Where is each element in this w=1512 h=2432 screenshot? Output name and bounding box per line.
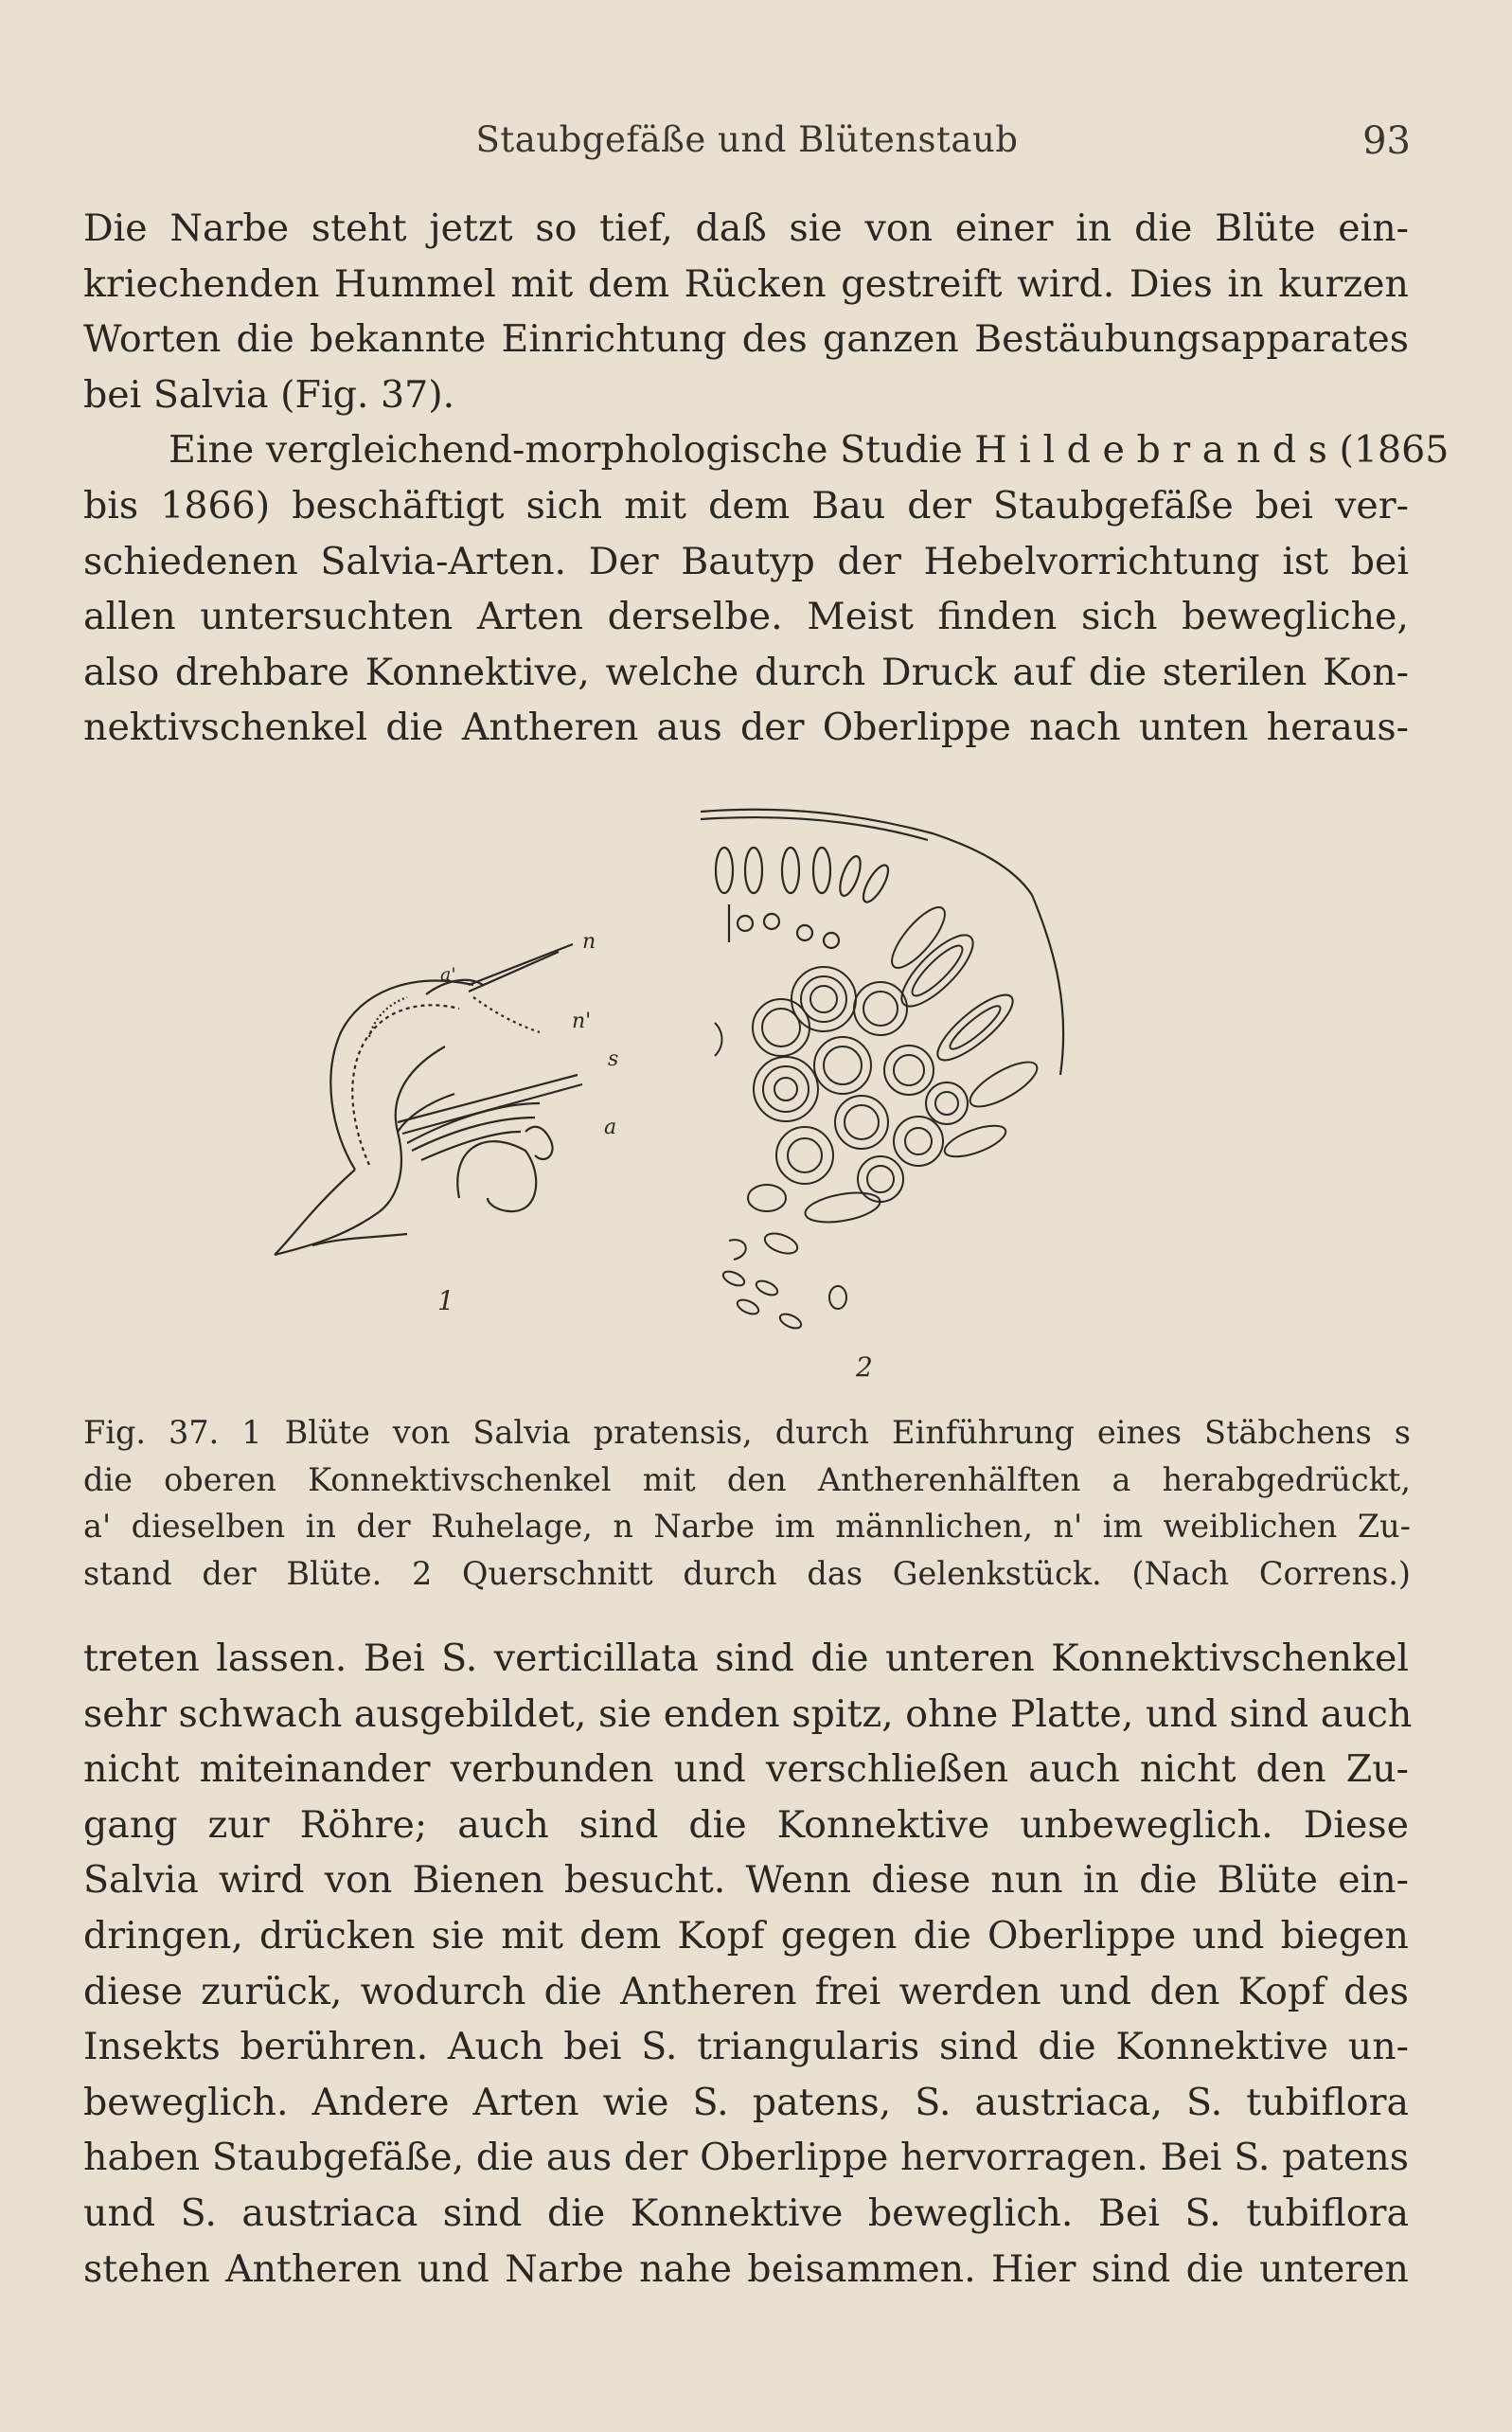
text-line: Insekts berühren. Auch bei S. triangularis sind die Konnektive un- bbox=[83, 2025, 1409, 2069]
text-line: nektivschenkel die Antheren aus der Oberlippe nach unten heraus- bbox=[83, 706, 1409, 750]
text-line: dringen, drücken sie mit dem Kopf gegen die Oberlippe und biegen bbox=[83, 1913, 1409, 1958]
figure-part-label-2: 2 bbox=[856, 1351, 873, 1383]
caption-line: a' dieselben in der Ruhelage, n Narbe im männlichen, n' im weiblichen Zu- bbox=[83, 1508, 1411, 1545]
text-line: allen untersuchten Arten derselbe. Meist finden sich bewegliche, bbox=[83, 595, 1409, 639]
label-n-prime: n' bbox=[572, 1010, 592, 1033]
text-line: Eine vergleichend-morphologische Studie H i l d e b r a n d s (1865 bbox=[169, 428, 1450, 473]
text-line: diese zurück, wodurch die Antheren frei werden und den Kopf des bbox=[83, 1969, 1409, 2013]
text-line: Die Narbe steht jetzt so tief, daß sie von einer in die Blüte ein- bbox=[83, 206, 1409, 250]
text-line: stehen Antheren und Narbe nahe beisammen. Hier sind die unteren bbox=[83, 2246, 1409, 2291]
text-line: bis 1866) beschäftigt sich mit dem Bau der Staubgefäße bei ver- bbox=[83, 483, 1409, 528]
label-a: a bbox=[604, 1116, 617, 1139]
label-a-prime: a' bbox=[440, 964, 456, 985]
text-line: schiedenen Salvia-Arten. Der Bautyp der Hebelvorrichtung ist bei bbox=[83, 539, 1409, 583]
body-text-top bbox=[83, 201, 1450, 756]
label-n: n bbox=[582, 930, 596, 954]
text-line: sehr schwach ausgebildet, sie enden spitz, ohne Platte, und sind auch bbox=[83, 1691, 1413, 1736]
figure-37 bbox=[256, 791, 1231, 1387]
text-line: Salvia wird von Bienen besucht. Wenn diese nun in die Blüte ein- bbox=[83, 1858, 1409, 1903]
caption-line: die oberen Konnektivschenkel mit den Antherenhälften a herabgedrückt, bbox=[83, 1460, 1411, 1498]
text-line: also drehbare Konnektive, welche durch Druck auf die sterilen Kon- bbox=[83, 650, 1409, 694]
body-text-bottom bbox=[83, 1631, 1413, 2297]
text-line: kriechenden Hummel mit dem Rücken gestreift wird. Dies in kurzen bbox=[83, 261, 1409, 306]
figure-drawing bbox=[256, 791, 1231, 1387]
running-header bbox=[83, 112, 1411, 169]
page-number: 93 bbox=[1362, 119, 1411, 163]
caption-line: Fig. 37. 1 Blüte von Salvia pratensis, durch Einführung eines Stäbchens s bbox=[83, 1414, 1411, 1451]
text-line: bei Salvia (Fig. 37). bbox=[83, 372, 455, 417]
text-line: und S. austriaca sind die Konnektive beweglich. Bei S. tubiflora bbox=[83, 2191, 1409, 2235]
figure-part-label-1: 1 bbox=[437, 1285, 454, 1316]
figure-caption bbox=[83, 1409, 1411, 1597]
label-s: s bbox=[608, 1047, 619, 1071]
text-line: nicht miteinander verbunden und verschließen auch nicht den Zu- bbox=[83, 1747, 1409, 1792]
running-title: Staubgefäße und Blütenstaub bbox=[475, 119, 1019, 160]
text-line: gang zur Röhre; auch sind die Konnektive unbeweglich. Diese bbox=[83, 1802, 1409, 1847]
caption-line: stand der Blüte. 2 Querschnitt durch das Gelenkstück. (Nach Correns.) bbox=[83, 1554, 1411, 1592]
text-line: Worten die bekannte Einrichtung des ganzen Bestäubungsapparates bbox=[83, 317, 1409, 362]
text-line: haben Staubgefäße, die aus der Oberlippe hervorragen. Bei S. patens bbox=[83, 2136, 1409, 2180]
text-line: beweglich. Andere Arten wie S. patens, S. austriaca, S. tubiflora bbox=[83, 2080, 1409, 2124]
text-line: treten lassen. Bei S. verticillata sind die unteren Konnektivschenkel bbox=[83, 1636, 1409, 1680]
